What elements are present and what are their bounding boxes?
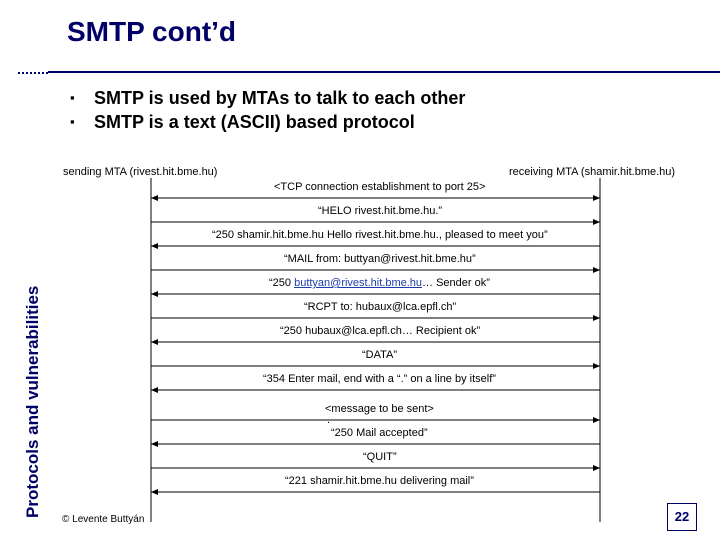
message-label: “250 buttyan@rivest.hit.bme.hu… Sender ok” xyxy=(269,277,490,289)
bullet-square-icon: ▪ xyxy=(70,90,75,105)
message-label: “HELO rivest.hit.bme.hu.” xyxy=(318,205,443,217)
email-link[interactable]: buttyan@rivest.hit.bme.hu xyxy=(294,277,423,289)
arrow-head xyxy=(593,315,600,321)
bullet-text: SMTP is used by MTAs to talk to each other xyxy=(94,88,466,108)
arrow-head xyxy=(151,339,158,345)
message-label: “221 shamir.hit.bme.hu delivering mail” xyxy=(285,475,474,487)
arrow-head xyxy=(593,417,600,423)
message-label: “250 Mail accepted” xyxy=(331,427,428,439)
arrow-head xyxy=(151,291,158,297)
arrow-head xyxy=(151,489,158,495)
arrow-head xyxy=(151,441,158,447)
message-label: “MAIL from: buttyan@rivest.hit.bme.hu” xyxy=(284,253,476,265)
arrow-head xyxy=(593,465,600,471)
footer-author xyxy=(62,514,144,526)
message-label: <TCP connection establishment to port 25> xyxy=(274,181,486,193)
receiver-label: receiving MTA (shamir.hit.bme.hu) xyxy=(509,166,676,178)
message-label: “250 hubaux@lca.epfl.ch… Recipient ok” xyxy=(280,325,481,337)
message-label-line2: . xyxy=(327,414,331,426)
arrow-head xyxy=(151,243,158,249)
message-label: “RCPT to: hubaux@lca.epfl.ch” xyxy=(304,301,457,313)
message-label: “354 Enter mail, end with a “.” on a line by itself” xyxy=(263,373,496,385)
sender-label: sending MTA (rivest.hit.bme.hu) xyxy=(63,166,218,178)
page-number: 22 xyxy=(667,503,697,531)
arrow-head xyxy=(593,267,600,273)
message-label: “250 shamir.hit.bme.hu Hello rivest.hit.bme.hu., pleased to meet you” xyxy=(212,229,548,241)
arrow-head xyxy=(151,387,158,393)
arrow-head xyxy=(151,195,158,201)
bullet-square-icon: ▪ xyxy=(70,114,75,129)
author-text: © Levente Buttyán xyxy=(62,514,145,525)
arrow-head xyxy=(593,363,600,369)
arrow-head xyxy=(593,195,600,201)
slide-title: SMTP cont’d xyxy=(67,16,237,47)
bullet-text: SMTP is a text (ASCII) based protocol xyxy=(94,112,415,132)
message-label: “QUIT” xyxy=(363,451,397,463)
side-label: Protocols and vulnerabilities xyxy=(23,285,42,518)
arrow-head xyxy=(593,219,600,225)
message-label: <message to be sent> xyxy=(325,403,434,415)
message-label: “DATA” xyxy=(362,349,398,361)
